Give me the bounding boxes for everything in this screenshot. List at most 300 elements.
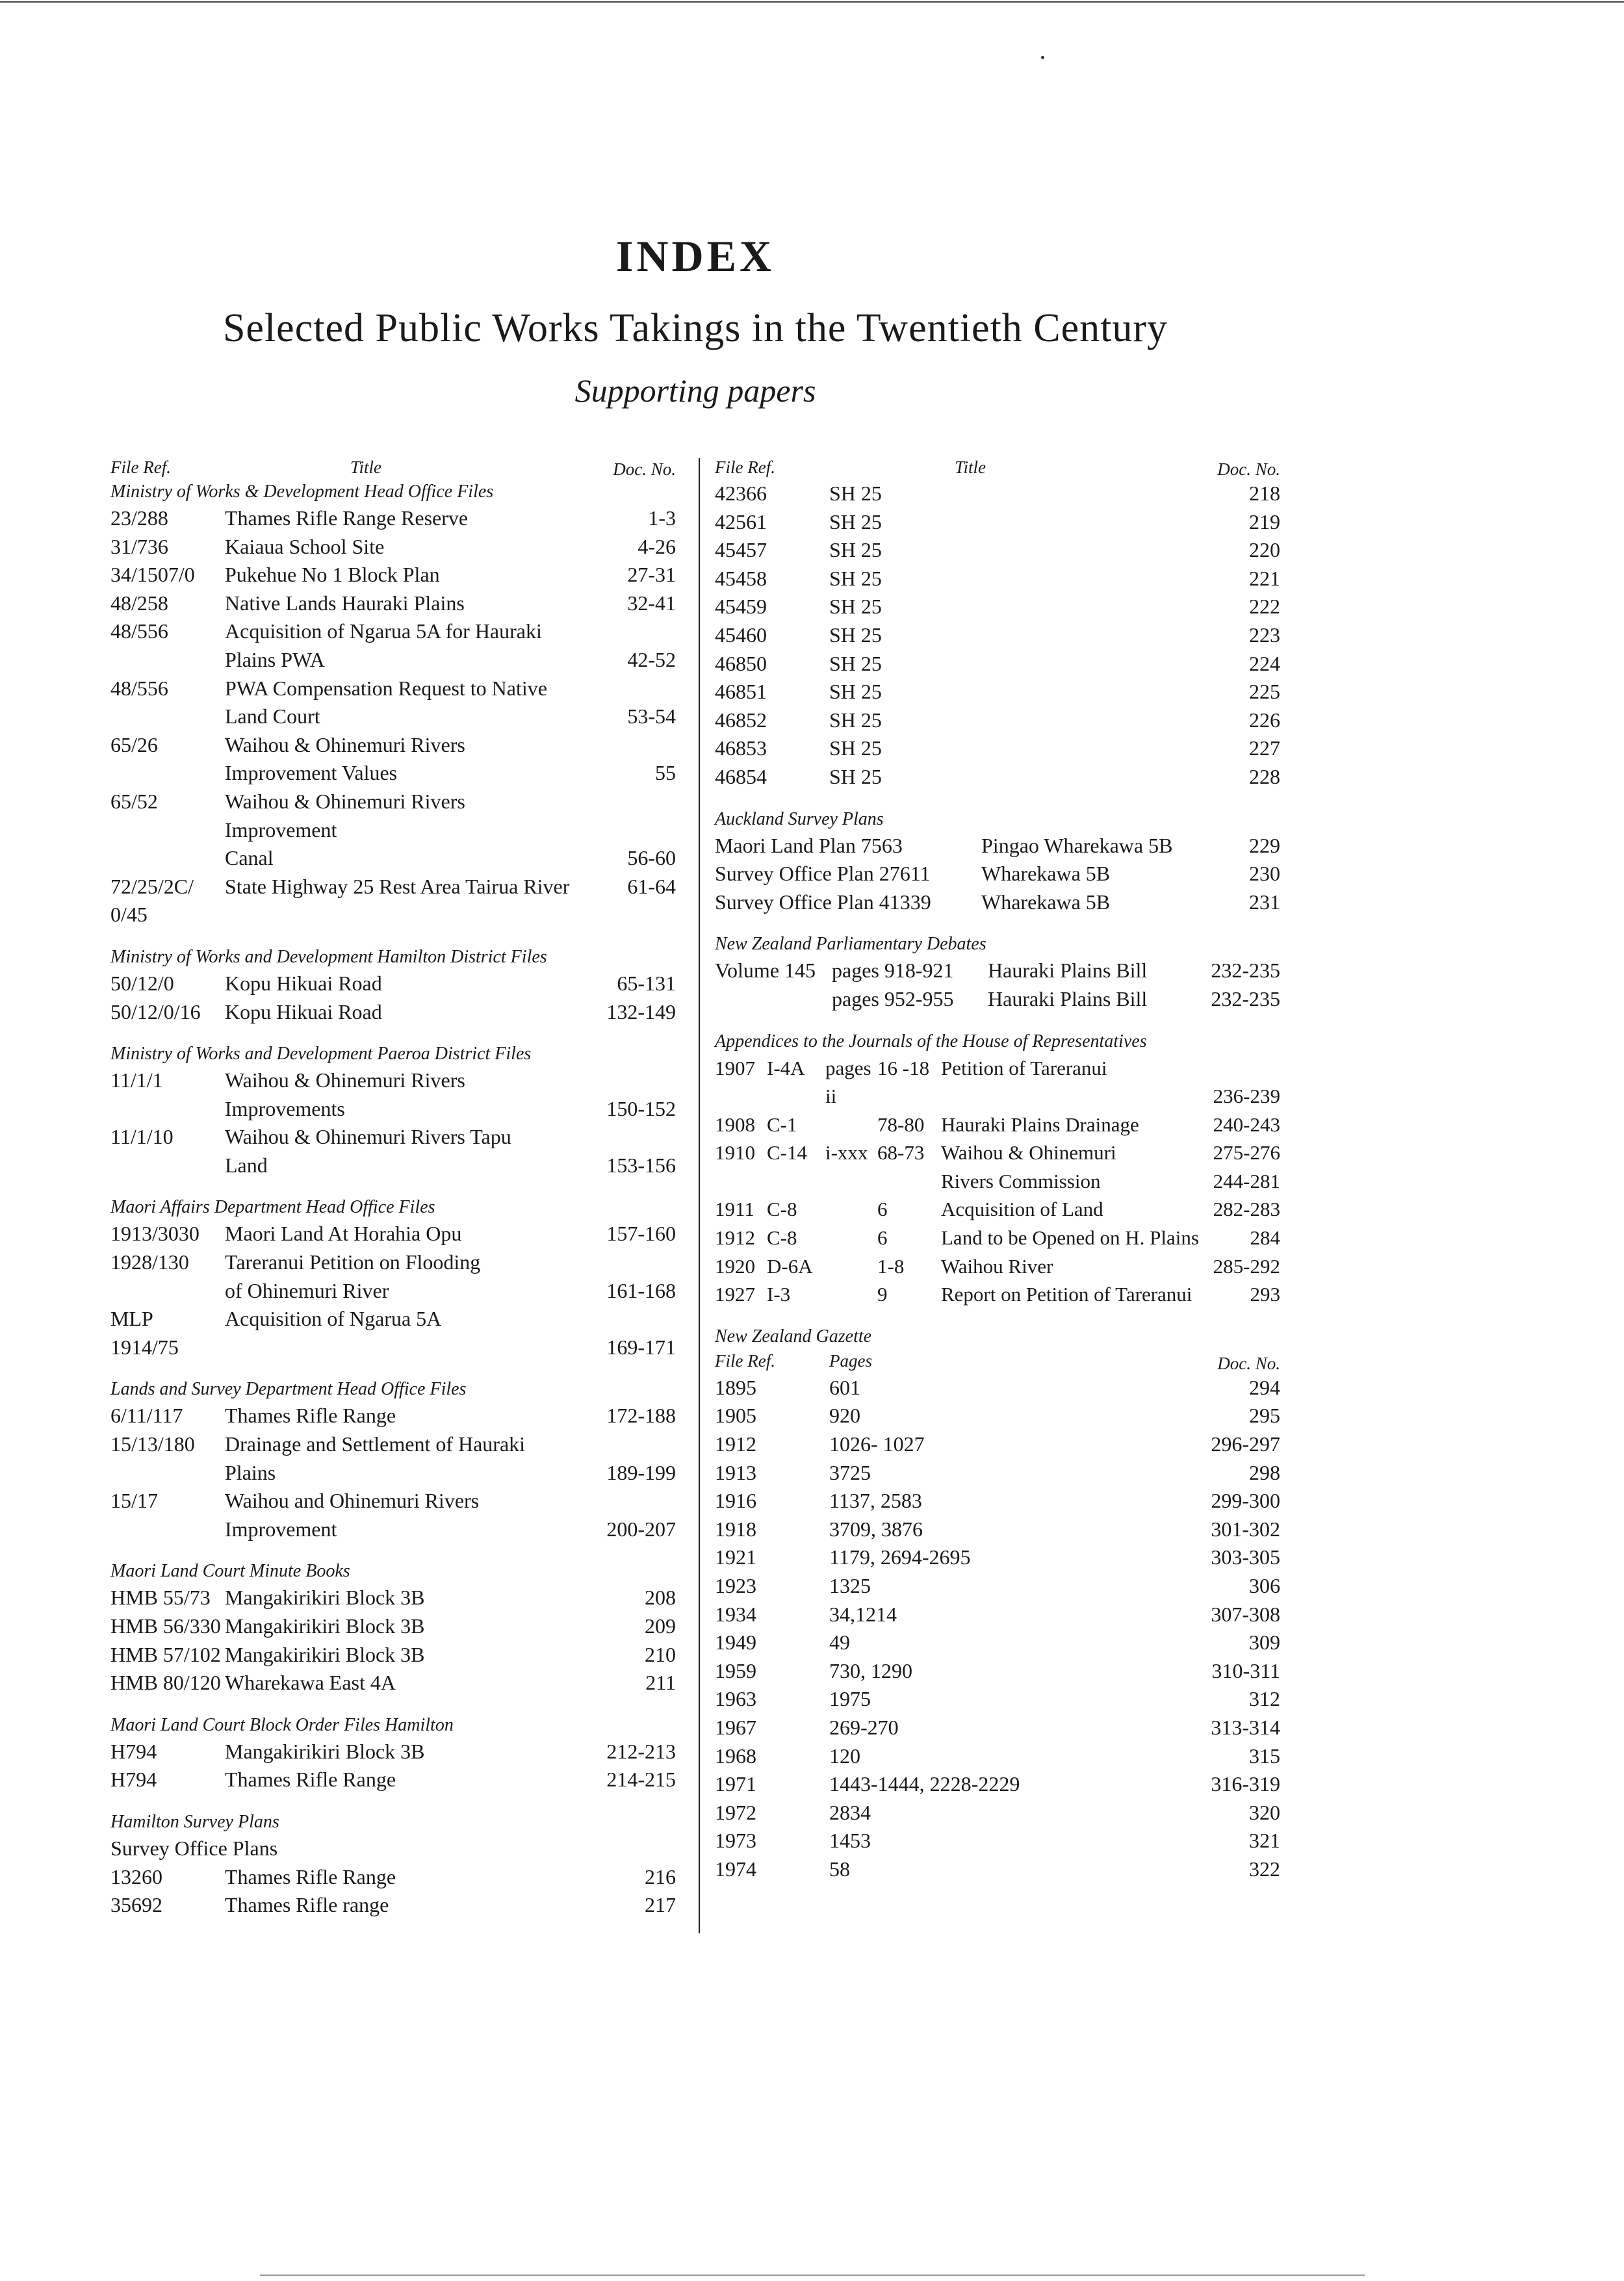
doc-number: 219 (1249, 509, 1280, 534)
doc-number (1202, 1082, 1280, 1111)
entry-title-line: Tareranui Petition on Flooding (225, 1250, 481, 1274)
file-ref: I-4A (767, 1056, 805, 1079)
doc-number: 153-156 (606, 1153, 676, 1177)
doc-number (1202, 1111, 1280, 1139)
doc-number: 321 (1249, 1829, 1280, 1853)
page-title: INDEX (615, 231, 775, 281)
entry-title (225, 970, 578, 998)
doc-number: 232-235 (1211, 959, 1280, 983)
index-row (715, 593, 1280, 621)
doc-number: 42-52 (627, 647, 676, 671)
index-row (110, 970, 676, 998)
section-heading: Maori Land Court Block Order Files Hamilton (110, 1714, 454, 1735)
entry-title (225, 998, 578, 1027)
doc-number: 294 (1249, 1375, 1280, 1399)
pages: 3709, 3876 (829, 1517, 923, 1541)
index-row (715, 1543, 1280, 1572)
entry-title-line: Hauraki Plains Drainage (941, 1113, 1139, 1136)
file-ref-line: 72/25/2C/ (110, 874, 194, 898)
entry-title: Hauraki Plains Bill (988, 959, 1148, 983)
file-ref: C-1 (767, 1113, 797, 1136)
index-row (110, 617, 676, 674)
index-row (715, 1195, 1280, 1224)
entry-title-line: Plains PWA (225, 647, 325, 671)
file-ref (110, 1220, 225, 1248)
file-ref-line: HMB 55/73 (110, 1586, 211, 1610)
doc-number: 320 (1249, 1800, 1280, 1824)
index-row (715, 1111, 1280, 1139)
doc-number: 322 (1249, 1857, 1280, 1881)
entry-title: SH 25 (829, 482, 882, 505)
index-row (715, 1139, 1280, 1195)
section-gap (110, 1697, 676, 1713)
section-heading: Auckland Survey Plans (715, 808, 884, 829)
doc-number (1202, 1224, 1280, 1252)
year: 1918 (715, 1517, 756, 1541)
file-ref (110, 731, 225, 760)
doc-number: 132-149 (606, 999, 676, 1024)
entry-title-line: Thames Rifle Range (225, 1404, 396, 1428)
entry-title (225, 533, 578, 561)
entry-title (225, 1430, 578, 1487)
file-ref-line: H794 (110, 1739, 157, 1763)
entry-title-line: Kopu Hikuai Road (225, 971, 382, 995)
doc-number: 309 (1249, 1630, 1280, 1655)
section-gap (110, 1794, 676, 1810)
index-row (715, 1459, 1280, 1488)
pages: i-xxx (825, 1141, 868, 1165)
entry-title-line: Plains (225, 1460, 276, 1484)
entry-title-line: Land Court (225, 704, 320, 728)
doc-number: 306 (1249, 1574, 1280, 1597)
file-ref-line: 6/11/117 (110, 1404, 183, 1428)
file-ref-line: 15/17 (110, 1489, 158, 1513)
index-row (110, 1584, 676, 1612)
entry-title (941, 1224, 1202, 1252)
page: 6 (877, 1226, 888, 1250)
entry-title-line: Waihou & Ohinemuri (941, 1141, 1116, 1165)
file-ref: 46851 (715, 680, 767, 704)
section-heading: Maori Affairs Department Head Office Files (110, 1197, 435, 1218)
file-ref: I-3 (767, 1283, 791, 1306)
header-file-ref: File Ref. (715, 457, 775, 477)
section-heading: Maori Land Court Minute Books (110, 1561, 350, 1582)
index-row (715, 985, 1280, 1014)
entry-title-line: Kaiaua School Site (225, 534, 385, 558)
entry-title: SH 25 (829, 736, 882, 760)
header-pages: Pages (829, 1351, 872, 1371)
doc-number: 212-213 (606, 1739, 676, 1763)
doc-number: 221 (1249, 566, 1280, 590)
file-ref-line: H794 (110, 1768, 157, 1792)
doc-number: 53-54 (627, 704, 676, 728)
file-ref (110, 1584, 225, 1612)
entry-title: SH 25 (829, 509, 882, 534)
index-row (715, 1714, 1280, 1742)
index-row (110, 1612, 676, 1641)
doc-number-line: 275-276 (1213, 1141, 1280, 1165)
index-row (715, 832, 1280, 860)
index-row (715, 1685, 1280, 1714)
entry-title-line: Mangakirikiri Block 3B (225, 1739, 425, 1763)
doc-number: 310-311 (1211, 1658, 1280, 1682)
doc-number (1202, 1195, 1280, 1224)
year: 1971 (715, 1772, 756, 1796)
file-ref (110, 1863, 225, 1892)
entry-title-line: Acquisition of Ngarua 5A for Hauraki (225, 619, 542, 643)
entry-title-line: Maori Land At Horahia Opu (225, 1222, 462, 1246)
section-gap (715, 916, 1280, 932)
index-row (715, 1054, 1280, 1111)
column-header (110, 455, 676, 480)
file-ref (110, 675, 225, 703)
doc-number (1202, 1139, 1280, 1195)
file-ref-line: 11/1/1 (110, 1068, 163, 1092)
doc-number: 316-319 (1211, 1772, 1280, 1796)
entry-title (225, 589, 578, 618)
file-ref: C-8 (767, 1198, 797, 1221)
index-row (715, 1572, 1280, 1601)
page-subsubtitle: Supporting papers (574, 372, 816, 409)
doc-number: 307-308 (1211, 1602, 1280, 1626)
file-ref: Survey Office Plan 41339 (715, 890, 931, 914)
entry-title (941, 1195, 1202, 1224)
pages: 1179, 2694-2695 (829, 1545, 971, 1569)
doc-number: 295 (1249, 1404, 1280, 1428)
section-heading: Ministry of Works and Development Hamilton District Files (110, 946, 547, 967)
entry-title (941, 1111, 1202, 1139)
file-ref (110, 1641, 225, 1669)
index-row (110, 1766, 676, 1794)
file-ref-line: 48/556 (110, 619, 168, 643)
entry-title (225, 1123, 578, 1179)
entry-title (225, 1305, 578, 1334)
entry-title-line: State Highway 25 Rest Area Tairua River (225, 874, 570, 898)
index-row (110, 731, 676, 788)
section-heading: Appendices to the Journals of the House of Representatives (715, 1031, 1147, 1051)
pages: 1137, 2583 (829, 1489, 922, 1513)
entry-title-line: Canal (225, 846, 274, 870)
entry-title (941, 1139, 1202, 1195)
file-ref: 45458 (715, 566, 767, 590)
entry-title-line: PWA Compensation Request to Native (225, 676, 547, 700)
header-file-ref: File Ref. (715, 1351, 775, 1371)
doc-number-line: 236-239 (1213, 1085, 1280, 1108)
year: 1959 (715, 1658, 756, 1682)
year: 1968 (715, 1744, 756, 1768)
index-row (715, 621, 1280, 650)
section-heading: New Zealand Gazette (715, 1326, 872, 1347)
file-ref (110, 970, 225, 998)
file-ref-line: HMB 57/102 (110, 1642, 221, 1666)
entry-title (225, 675, 578, 731)
entry-title (225, 1612, 578, 1641)
year: 1908 (715, 1113, 755, 1136)
pages: 3725 (829, 1460, 871, 1484)
entry-title (225, 504, 578, 533)
file-ref (110, 589, 225, 618)
file-ref (110, 1066, 225, 1095)
doc-number: 169-171 (606, 1335, 676, 1359)
year: 1967 (715, 1715, 756, 1739)
entry-title-line: of Ohinemuri River (225, 1278, 389, 1302)
pages: 1443-1444, 2228-2229 (829, 1772, 1020, 1796)
entry-title (225, 1248, 578, 1305)
entry-title-line: Mangakirikiri Block 3B (225, 1586, 425, 1610)
entry-title (225, 1891, 578, 1920)
index-row (110, 788, 676, 873)
file-ref-line: 13260 (110, 1864, 162, 1888)
doc-number: 312 (1249, 1687, 1280, 1711)
doc-number: 27-31 (627, 563, 676, 587)
pages: pages 952-955 (832, 986, 954, 1011)
doc-number: 225 (1249, 680, 1280, 704)
page-subtitle: Selected Public Works Takings in the Twentieth Century (222, 306, 1168, 350)
index-row (110, 1430, 676, 1487)
index-row (110, 561, 676, 589)
index-row (110, 1738, 676, 1766)
year: 1910 (715, 1141, 755, 1165)
doc-number: 56-60 (627, 846, 676, 870)
page: 16 -18 (877, 1056, 930, 1079)
pages: 1325 (829, 1574, 871, 1597)
index-row (110, 675, 676, 731)
doc-number-line: 284 (1250, 1226, 1280, 1250)
index-row (715, 1799, 1280, 1827)
year: 1921 (715, 1545, 756, 1569)
year: 1916 (715, 1489, 756, 1513)
file-ref-line: HMB 80/120 (110, 1671, 221, 1695)
doc-number: 315 (1249, 1744, 1280, 1768)
pages: 49 (829, 1630, 850, 1655)
doc-number: 4-26 (638, 534, 676, 558)
doc-number-line: 285-292 (1213, 1254, 1280, 1278)
entry-title-line: Mangakirikiri Block 3B (225, 1614, 425, 1638)
index-row (715, 678, 1280, 706)
doc-number: 208 (645, 1586, 676, 1610)
section-gap (715, 792, 1280, 807)
doc-number (1202, 1252, 1280, 1281)
doc-number-line: 244-281 (1213, 1169, 1280, 1192)
pages: 2834 (829, 1800, 871, 1824)
doc-number: 224 (1249, 651, 1280, 675)
pages: 120 (829, 1744, 860, 1768)
doc-number: 65-131 (617, 971, 676, 995)
doc-number: 222 (1249, 595, 1280, 619)
entry-title (225, 788, 578, 873)
doc-number: 1-3 (648, 506, 676, 530)
entry-title (225, 561, 578, 589)
doc-number: 218 (1249, 482, 1280, 505)
header-doc-no: Doc. No. (613, 459, 676, 479)
entry-title-line: Petition of Tareranui (941, 1056, 1107, 1079)
pages: pages ii (825, 1056, 871, 1108)
column-divider (699, 458, 700, 1933)
entry-title-line: Land to be Opened on H. Plains (941, 1226, 1199, 1250)
entry-title-line: Waihou & Ohinemuri Rivers (225, 732, 465, 756)
doc-number: 209 (645, 1614, 676, 1638)
file-ref-line: 23/288 (110, 506, 168, 530)
section-heading: Hamilton Survey Plans (110, 1811, 279, 1832)
entry-title: SH 25 (829, 680, 882, 704)
scan-edge-line-bottom (260, 2275, 1365, 2276)
doc-number: 189-199 (606, 1460, 676, 1484)
file-ref-line: 1928/130 (110, 1250, 189, 1274)
file-ref (110, 1248, 225, 1277)
year: 1934 (715, 1602, 756, 1626)
doc-number: 211 (645, 1671, 676, 1695)
index-row (715, 1252, 1280, 1281)
file-ref: C-8 (767, 1226, 797, 1250)
scan-speck (1041, 56, 1044, 59)
doc-number: 210 (645, 1642, 676, 1666)
year: 1905 (715, 1404, 756, 1428)
index-row (715, 1374, 1280, 1402)
doc-number: 296-297 (1211, 1432, 1280, 1456)
file-ref (110, 533, 225, 561)
entry-title: Wharekawa 5B (981, 890, 1111, 914)
doc-number-line: 282-283 (1213, 1198, 1280, 1221)
entry-title (225, 1066, 578, 1123)
file-ref (110, 561, 225, 589)
entry-title-line: Acquisition of Land (941, 1198, 1103, 1221)
index-row (715, 565, 1280, 593)
file-ref (110, 1612, 225, 1641)
entry-title (225, 1738, 578, 1766)
file-ref-line: 0/45 (110, 903, 148, 927)
file-ref (110, 1430, 225, 1459)
doc-number: 216 (645, 1864, 676, 1888)
index-row (715, 1657, 1280, 1686)
index-row (715, 650, 1280, 678)
file-ref (110, 1669, 225, 1697)
section-note: Survey Office Plans (110, 1836, 278, 1860)
doc-number (1202, 1280, 1280, 1309)
file-ref: D-6A (767, 1254, 813, 1278)
entry-title-line: Waihou and Ohinemuri Rivers (225, 1489, 480, 1513)
index-row (110, 1248, 676, 1305)
pages: pages 918-921 (832, 959, 954, 983)
file-ref: 42561 (715, 509, 767, 534)
section-heading: Ministry of Works & Development Head Office Files (110, 482, 494, 502)
index-row (715, 888, 1280, 917)
index-row (110, 1123, 676, 1179)
column-header (715, 455, 1280, 480)
doc-number: 150-152 (606, 1096, 676, 1120)
year: 1912 (715, 1432, 756, 1456)
column-header (715, 1349, 1280, 1374)
header-doc-no: Doc. No. (1217, 459, 1280, 479)
entry-title-line: Waihou & Ohinemuri Rivers (225, 1068, 465, 1092)
file-ref-line: 50/12/0 (110, 971, 174, 995)
entry-title-line: Acquisition of Ngarua 5A (225, 1307, 442, 1331)
entry-title-line: Land (225, 1153, 268, 1177)
entry-title (225, 1641, 578, 1669)
year: 1920 (715, 1254, 755, 1278)
entry-title: SH 25 (829, 566, 882, 590)
entry-title-line: Rivers Commission (941, 1169, 1101, 1192)
pages: 269-270 (829, 1715, 899, 1739)
entry-title-line: Waihou & Ohinemuri Rivers Tapu (225, 1125, 511, 1149)
entry-title: SH 25 (829, 623, 882, 647)
doc-number: 161-168 (606, 1278, 676, 1302)
file-ref (110, 1738, 225, 1766)
section-heading: Ministry of Works and Development Paeroa District Files (110, 1044, 532, 1064)
entry-title-line: Improvement Values (225, 761, 398, 785)
page: 68-73 (877, 1141, 925, 1165)
doc-number: 299-300 (1211, 1489, 1280, 1513)
entry-title (941, 1252, 1202, 1281)
file-ref (110, 504, 225, 533)
doc-number: 298 (1249, 1460, 1280, 1484)
doc-number-line: 293 (1250, 1283, 1280, 1306)
pages: 34,1214 (829, 1602, 897, 1626)
doc-number: 226 (1249, 708, 1280, 732)
doc-number-line: 240-243 (1213, 1113, 1280, 1136)
index-row (715, 1515, 1280, 1544)
year: 1923 (715, 1574, 756, 1597)
file-ref (110, 788, 225, 816)
file-ref-line: 48/258 (110, 591, 168, 615)
entry-title-line: Wharekawa East 4A (225, 1671, 396, 1695)
index-row (110, 1891, 676, 1920)
index-row (715, 1629, 1280, 1657)
index-row (110, 1487, 676, 1543)
doc-number: 227 (1249, 736, 1280, 760)
doc-number: 223 (1249, 623, 1280, 647)
index-row (715, 1487, 1280, 1515)
year: 1895 (715, 1375, 756, 1399)
section-gap (110, 1361, 676, 1377)
file-ref: 42366 (715, 482, 767, 505)
section-gap (110, 1543, 676, 1559)
file-ref (110, 1123, 225, 1152)
doc-number: 303-305 (1211, 1545, 1280, 1569)
index-row (715, 1855, 1280, 1884)
page: 78-80 (877, 1113, 925, 1136)
index-row (110, 1669, 676, 1697)
right-column (715, 455, 1280, 1884)
file-ref-line: 15/13/180 (110, 1432, 195, 1456)
header-title: Title (954, 457, 986, 477)
doc-number: 214-215 (606, 1768, 676, 1792)
pages: 730, 1290 (829, 1658, 912, 1682)
entry-title: SH 25 (829, 538, 882, 562)
year: 1907 (715, 1056, 755, 1079)
file-ref-line: 31/736 (110, 534, 168, 558)
entry-title: Pingao Wharekawa 5B (981, 833, 1173, 857)
entry-title (225, 1220, 578, 1248)
doc-number: 157-160 (606, 1222, 676, 1246)
index-row (110, 1402, 676, 1430)
index-row (715, 536, 1280, 565)
entry-title: SH 25 (829, 595, 882, 619)
pages: 601 (829, 1375, 860, 1399)
entry-title-line: Report on Petition of Tareranui (941, 1283, 1192, 1306)
doc-number: 301-302 (1211, 1517, 1280, 1541)
file-ref: 46850 (715, 651, 767, 675)
file-ref (110, 1402, 225, 1430)
file-ref-line: MLP 1914/75 (110, 1307, 179, 1359)
doc-number: 232-235 (1211, 986, 1280, 1011)
pages: 1026- 1027 (829, 1432, 925, 1456)
entry-title: SH 25 (829, 708, 882, 732)
section-gap (110, 1920, 676, 1935)
section-heading: Lands and Survey Department Head Office Files (110, 1379, 467, 1400)
entry-title: Hauraki Plains Bill (988, 986, 1148, 1011)
entry-title-line: Waihou River (941, 1254, 1053, 1278)
entry-title-line: Kopu Hikuai Road (225, 999, 382, 1024)
